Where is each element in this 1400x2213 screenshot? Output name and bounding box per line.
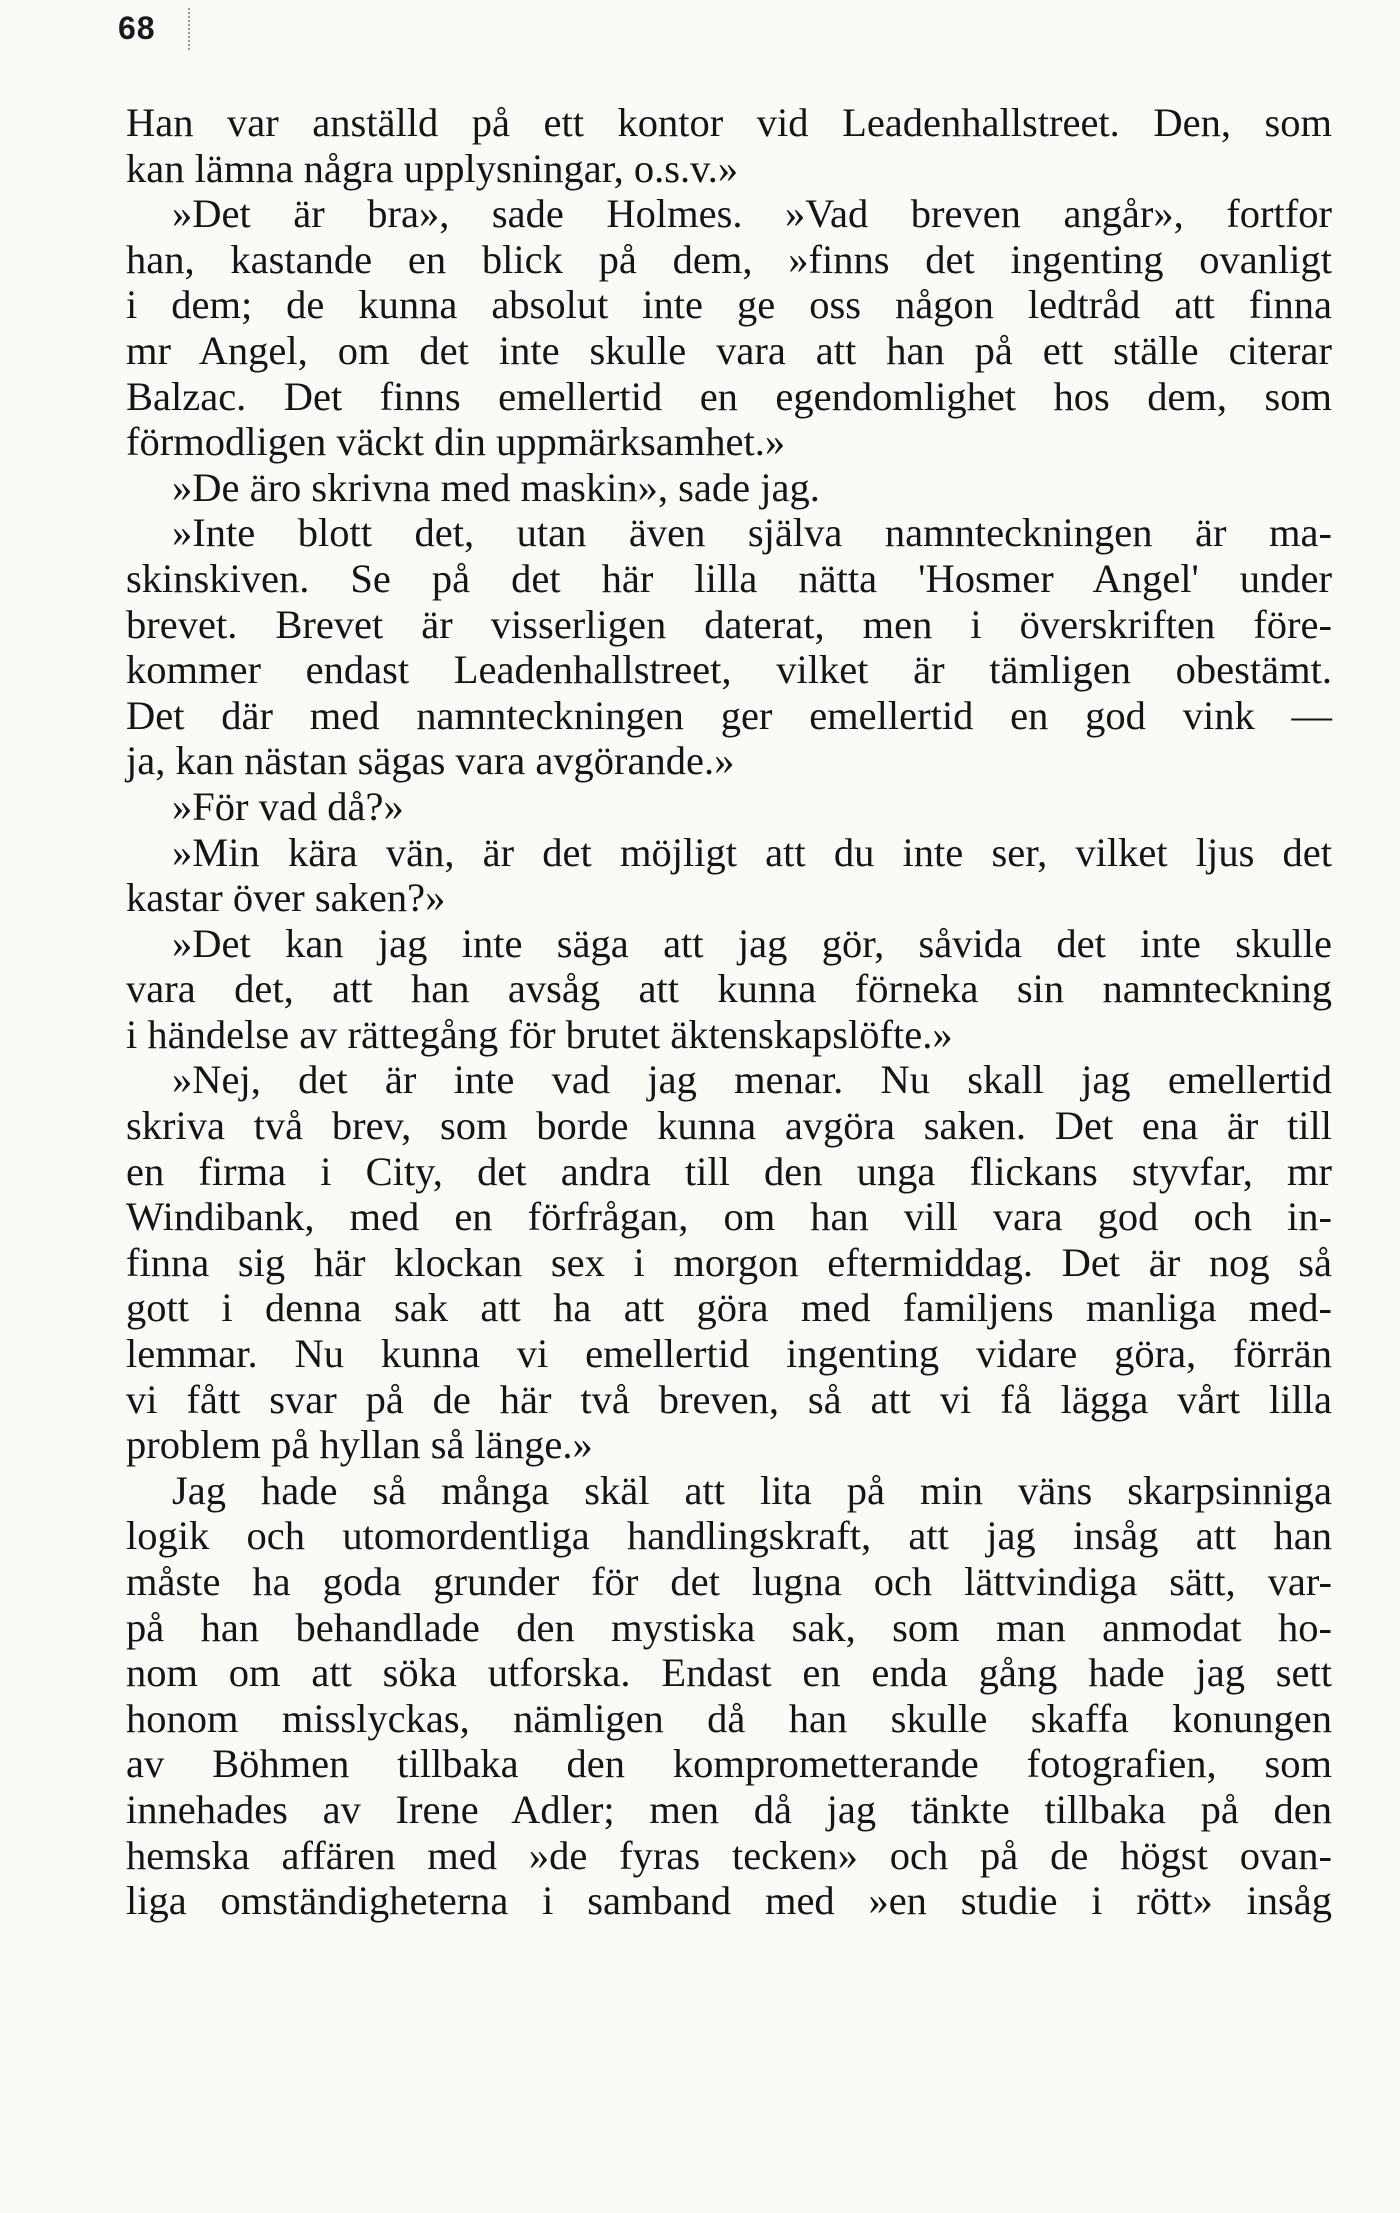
- text-line: kommer endast Leadenhallstreet, vilket är tämligen obestämt.: [126, 647, 1332, 693]
- text-line: en firma i City, det andra till den unga flickans styvfar, mr: [126, 1148, 1332, 1194]
- text-line: i dem; de kunna absolut inte ge oss någon ledtråd att finna: [126, 282, 1332, 328]
- text-line: förmodligen väckt din uppmärksamhet.»: [126, 419, 786, 465]
- text-line: Han var anställd på ett kontor vid Leadenhallstreet. Den, som: [126, 100, 1332, 145]
- text-line: skriva två brev, som borde kunna avgöra saken. Det ena är till: [126, 1103, 1332, 1149]
- text-line: liga omständigheterna i samband med »en studie i rött» insåg: [126, 1878, 1332, 1924]
- text-line: »Det kan jag inte säga att jag gör, såvida det inte skulle: [172, 920, 1332, 966]
- text-line: lemmar. Nu kunna vi emellertid ingenting vidare göra, förrän: [126, 1331, 1332, 1377]
- text-line: kastar över saken?»: [126, 875, 446, 921]
- text-line: måste ha goda grunder för det lugna och lättvindiga sätt, var-: [126, 1559, 1332, 1604]
- text-line: kan lämna några upplysningar, o.s.v.»: [126, 145, 739, 191]
- text-line: »För vad då?»: [172, 783, 404, 829]
- text-line: »Nej, det är inte vad jag menar. Nu skall jag emellertid: [172, 1057, 1332, 1103]
- text-line: problem på hyllan så länge.»: [126, 1422, 593, 1468]
- text-line: logik och utomordentliga handlingskraft, att jag insåg att han: [126, 1513, 1332, 1559]
- margin-mark: [188, 8, 192, 50]
- text-line: honom misslyckas, nämligen då han skulle skaffa konungen: [126, 1695, 1332, 1741]
- text-line: av Böhmen tillbaka den komprometterande fotografien, som: [126, 1741, 1332, 1787]
- text-line: nom om att söka utforska. Endast en enda gång hade jag sett: [126, 1650, 1332, 1696]
- text-line: »Min kära vän, är det möjligt att du inte ser, vilket ljus det: [172, 829, 1332, 875]
- text-line: han, kastande en blick på dem, »finns det ingenting ovanligt: [126, 236, 1332, 282]
- text-line: i händelse av rättegång för brutet äktenskapslöfte.»: [126, 1011, 953, 1057]
- text-line: brevet. Brevet är visserligen daterat, men i överskriften före-: [126, 601, 1332, 647]
- text-line: hemska affären med »de fyras tecken» och på de högst ovan-: [126, 1832, 1332, 1878]
- text-line: skinskiven. Se på det här lilla nätta 'Hosmer Angel' under: [126, 555, 1332, 601]
- text-line: vi fått svar på de här två breven, så att vi få lägga vårt lilla: [126, 1376, 1332, 1422]
- text-line: »De äro skrivna med maskin», sade jag.: [172, 464, 820, 510]
- body-text: [126, 100, 1332, 1924]
- text-line: ja, kan nästan sägas vara avgörande.»: [126, 738, 735, 784]
- text-line: på han behandlade den mystiska sak, som man anmodat ho-: [126, 1604, 1332, 1650]
- text-line: innehades av Irene Adler; men då jag tänkte tillbaka på den: [126, 1786, 1332, 1832]
- text-line: »Inte blott det, utan även själva namnteckningen är ma-: [172, 510, 1332, 556]
- text-line: »Det är bra», sade Holmes. »Vad breven angår», fortfor: [172, 191, 1332, 237]
- text-line: finna sig här klockan sex i morgon eftermiddag. Det är nog så: [126, 1239, 1332, 1285]
- text-line: mr Angel, om det inte skulle vara att han på ett ställe citerar: [126, 327, 1332, 373]
- text-line: vara det, att han avsåg att kunna förneka sin namnteckning: [126, 966, 1332, 1012]
- text-line: Balzac. Det finns emellertid en egendomlighet hos dem, som: [126, 373, 1332, 419]
- text-line: Windibank, med en förfrågan, om han vill vara god och in-: [126, 1194, 1332, 1240]
- text-line: Det där med namnteckningen ger emellertid en god vink —: [126, 692, 1332, 738]
- text-line: gott i denna sak att ha att göra med familjens manliga med-: [126, 1285, 1332, 1331]
- page-number: 68: [118, 10, 156, 46]
- text-line: Jag hade så många skäl att lita på min väns skarpsinniga: [172, 1467, 1332, 1513]
